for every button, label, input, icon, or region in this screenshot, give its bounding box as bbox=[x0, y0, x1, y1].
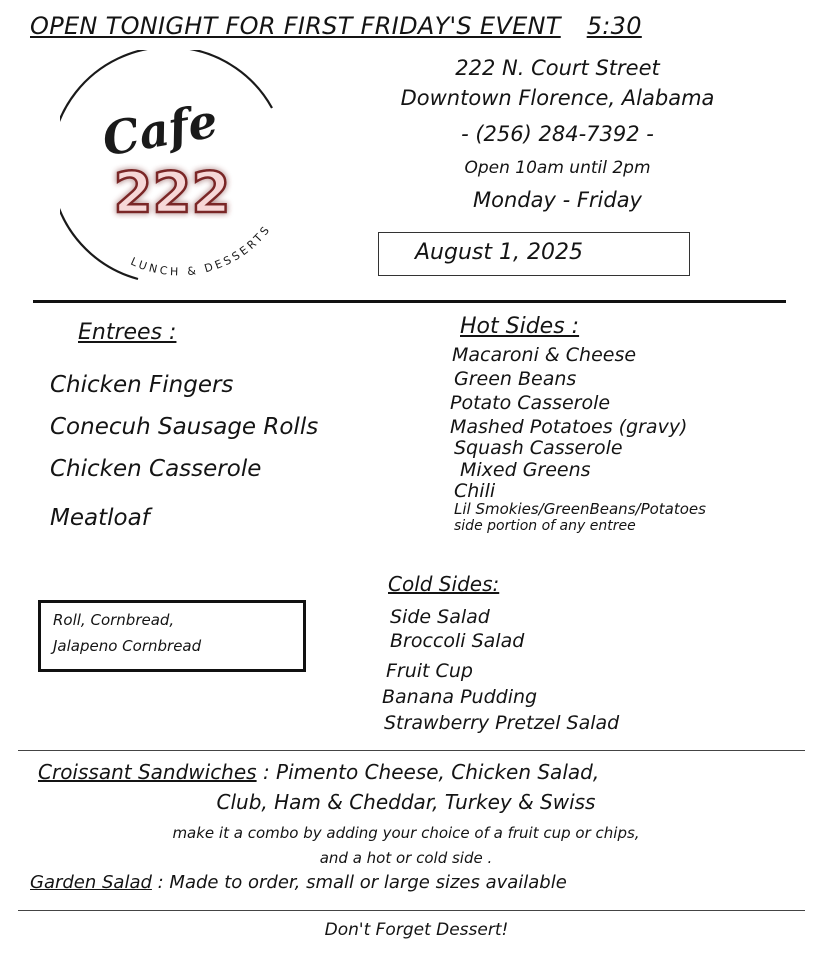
breads-line: Roll, Cornbread, bbox=[53, 611, 175, 629]
cold-side-item: Side Salad bbox=[390, 606, 490, 628]
menu-date: August 1, 2025 bbox=[378, 232, 690, 276]
phone-number: - (256) 284-7392 - bbox=[461, 122, 654, 146]
garden-salad-line bbox=[30, 872, 567, 893]
croissant-line bbox=[38, 760, 599, 784]
croissant-label: Croissant Sandwiches bbox=[38, 760, 257, 784]
breads-line: Jalapeno Cornbread bbox=[53, 637, 202, 655]
hot-side-item: Chili bbox=[454, 480, 496, 502]
header-divider bbox=[33, 300, 786, 303]
combo-note: make it a combo by adding your choice of a fruit cup or chips, bbox=[172, 824, 640, 842]
section-divider bbox=[18, 750, 805, 751]
croissant-options-2: Club, Ham & Cheddar, Turkey & Swiss bbox=[216, 790, 596, 814]
entree-item: Chicken Casserole bbox=[50, 456, 262, 482]
hot-side-item: Mixed Greens bbox=[460, 459, 591, 481]
entree-item: Conecuh Sausage Rolls bbox=[50, 414, 319, 440]
cold-side-item: Broccoli Salad bbox=[390, 630, 525, 652]
garden-salad-label: Garden Salad bbox=[30, 872, 152, 893]
dessert-reminder: Don't Forget Dessert! bbox=[324, 920, 509, 940]
croissant-options: : Pimento Cheese, Chicken Salad, bbox=[256, 760, 600, 784]
entree-item: Meatloaf bbox=[50, 505, 150, 531]
hot-side-item: Mashed Potatoes (gravy) bbox=[450, 416, 688, 438]
address-city: Downtown Florence, Alabama bbox=[400, 86, 715, 110]
logo-tagline: LUNCH & DESSERTS bbox=[128, 222, 274, 279]
hot-side-note: side portion of any entree bbox=[454, 518, 636, 534]
cafe-222-logo bbox=[60, 50, 300, 290]
hot-sides-heading: Hot Sides : bbox=[460, 314, 580, 339]
event-time: 5:30 bbox=[586, 12, 642, 40]
cold-side-item: Banana Pudding bbox=[382, 686, 538, 708]
cold-side-item: Fruit Cup bbox=[386, 660, 473, 682]
entree-item: Chicken Fingers bbox=[50, 372, 234, 398]
breads-box bbox=[38, 600, 306, 672]
logo-cafe-text: Cafe bbox=[98, 93, 222, 167]
footer-divider bbox=[18, 910, 805, 911]
combo-note-2: and a hot or cold side . bbox=[319, 849, 493, 867]
address-street: 222 N. Court Street bbox=[455, 56, 660, 80]
garden-salad-desc: : Made to order, small or large sizes available bbox=[151, 872, 567, 893]
business-days: Monday - Friday bbox=[472, 188, 642, 212]
hot-side-item: Green Beans bbox=[454, 368, 577, 390]
business-hours: Open 10am until 2pm bbox=[464, 158, 651, 178]
hot-side-item: Squash Casserole bbox=[454, 437, 623, 459]
hot-side-item: Potato Casserole bbox=[450, 392, 611, 414]
hot-side-item: Lil Smokies/GreenBeans/Potatoes bbox=[454, 500, 706, 518]
hot-side-item: Macaroni & Cheese bbox=[452, 344, 637, 366]
cold-sides-heading: Cold Sides: bbox=[388, 572, 500, 596]
event-banner-text: OPEN TONIGHT FOR FIRST FRIDAY'S EVENT bbox=[30, 12, 561, 40]
logo-222-text: 222 bbox=[113, 161, 231, 226]
cold-side-item: Strawberry Pretzel Salad bbox=[384, 712, 620, 734]
entrees-heading: Entrees : bbox=[78, 320, 177, 345]
event-banner bbox=[30, 12, 642, 40]
